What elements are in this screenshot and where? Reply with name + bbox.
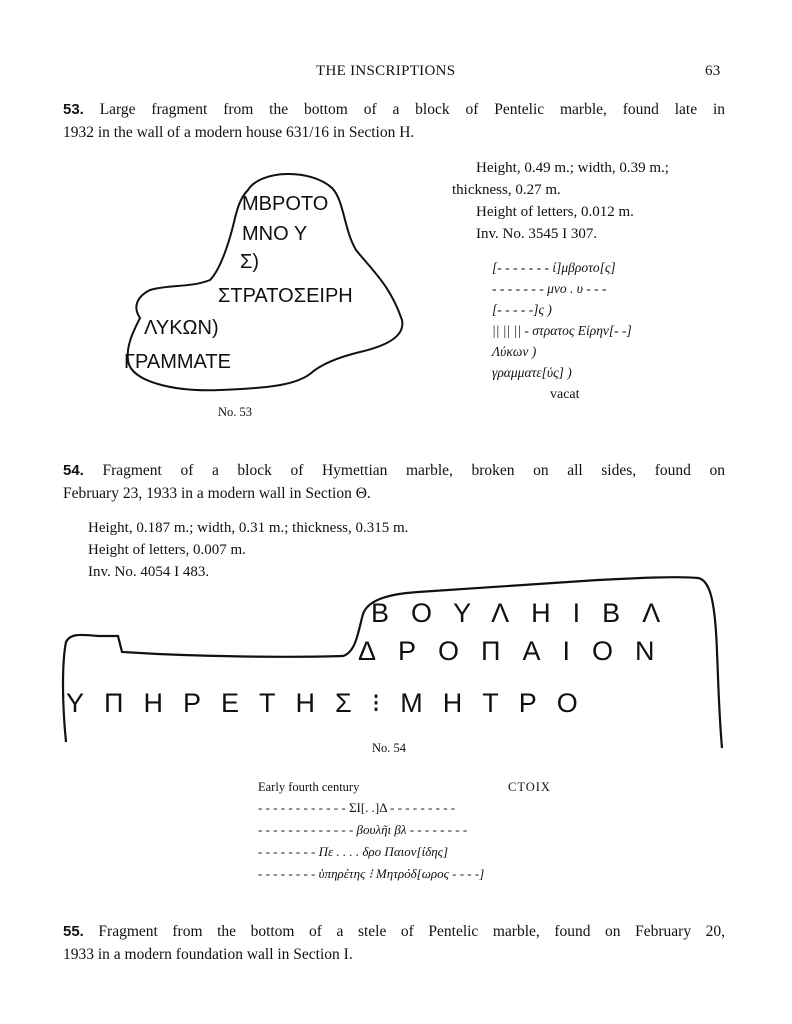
fragment-53-line-3: Σ)	[240, 251, 260, 273]
fragment-53-line-4: ΣΤΡΑΤΟΣΕΙΡΗ	[218, 285, 353, 307]
transcription-53-line-2: - - - - - - - μνο . υ - - -	[492, 281, 607, 296]
transcription-54-line-2: - - - - - - - - - - - - - βουλῆι βλ - - - - - - - -	[258, 822, 468, 837]
transcription-53-line-6: γραμματε[ύς] )	[492, 365, 572, 380]
fragment-53-line-6: ΓΡΑΜΜΑΤΕ	[124, 351, 231, 373]
entry-53-line2: 1932 in the wall of a modern house 631/16 in Section H.	[63, 124, 415, 141]
entry-53-description	[63, 98, 725, 144]
transcription-54-line-1: - - - - - - - - - - - - ΣΙ[. .]Δ - - - - - - - - -	[258, 800, 456, 815]
fragment-53-line-1: ΜΒΡΟΤΟ	[242, 193, 329, 215]
fragment-53-caption: No. 53	[218, 405, 253, 419]
entry-54-inventory: Inv. No. 4054 I 483.	[88, 564, 210, 580]
fragment-54-drawing	[58, 572, 728, 752]
entry-54-letter-height: Height of letters, 0.007 m.	[88, 542, 246, 558]
entry-53-line1: Large fragment from the bottom of a block of Pentelic marble, found late in	[99, 101, 725, 118]
entry-53-inventory: Inv. No. 3545 I 307.	[476, 226, 598, 242]
entry-54-date-label: Early fourth century	[258, 780, 360, 794]
entry-54-transcription	[258, 797, 484, 885]
entry-54-line2: February 23, 1933 in a modern wall in Section Θ.	[63, 485, 371, 502]
fragment-54-line-3: ΥΠΗΡΕΤΗΣ⁝ΜΗΤΡΟ	[66, 688, 598, 718]
entry-53-thickness: thickness, 0.27 m.	[452, 182, 561, 198]
entry-53-number: 53.	[63, 101, 84, 118]
entry-54-number: 54.	[63, 462, 84, 479]
transcription-53-line-5: Λύκων )	[492, 344, 537, 359]
fragment-54-caption: No. 54	[372, 741, 407, 755]
page-number: 63	[705, 63, 721, 79]
transcription-54-line-3: - - - - - - - - Πε . . . . δρο Παιον[ίδης]	[258, 844, 449, 859]
entry-54-line1: Fragment of a block of Hymettian marble, broken on all sides, found on	[102, 462, 725, 479]
entry-55-line2: 1933 in a modern foundation wall in Section I.	[63, 946, 353, 963]
transcription-53-line-1: [- - - - - - - ί]μβροτο[ς]	[492, 260, 616, 275]
fragment-53-drawing	[120, 160, 420, 400]
entry-55-line1: Fragment from the bottom of a stele of Pentelic marble, found on February 20,	[98, 923, 725, 940]
entry-53-letter-height: Height of letters, 0.012 m.	[476, 204, 634, 220]
fragment-53-line-2: ΜΝΟ Υ	[242, 223, 308, 245]
entry-53-height: Height, 0.49 m.; width, 0.39 m.;	[476, 160, 669, 176]
entry-53-transcription	[492, 257, 632, 383]
fragment-53-line-5: ΛΥΚΩΝ)	[144, 317, 219, 339]
transcription-53-line-4: || || || - στρατος Εἰρην[- -]	[492, 323, 632, 338]
transcription-54-line-4: - - - - - - - - ὑπηρέτης ⁝ Μητρόδ[ωρος - - - -]	[258, 866, 485, 881]
entry-54-dimensions: Height, 0.187 m.; width, 0.31 m.; thickness, 0.315 m.	[88, 520, 409, 536]
entry-55-number: 55.	[63, 923, 84, 940]
transcription-53-line-3: [- - - - -]ς )	[492, 302, 552, 317]
fragment-54-line-2: ΔΡΟΠΑΙΟΝ	[358, 636, 677, 666]
running-header-title: THE INSCRIPTIONS	[316, 63, 456, 79]
entry-55-description	[63, 920, 725, 966]
entry-53-vacat: vacat	[550, 387, 580, 402]
fragment-54-line-1: ΒΟΥΛΗΙΒΛ	[371, 598, 683, 628]
entry-54-stoichedon-label: CTOIX	[508, 780, 551, 794]
entry-54-description	[63, 459, 725, 505]
